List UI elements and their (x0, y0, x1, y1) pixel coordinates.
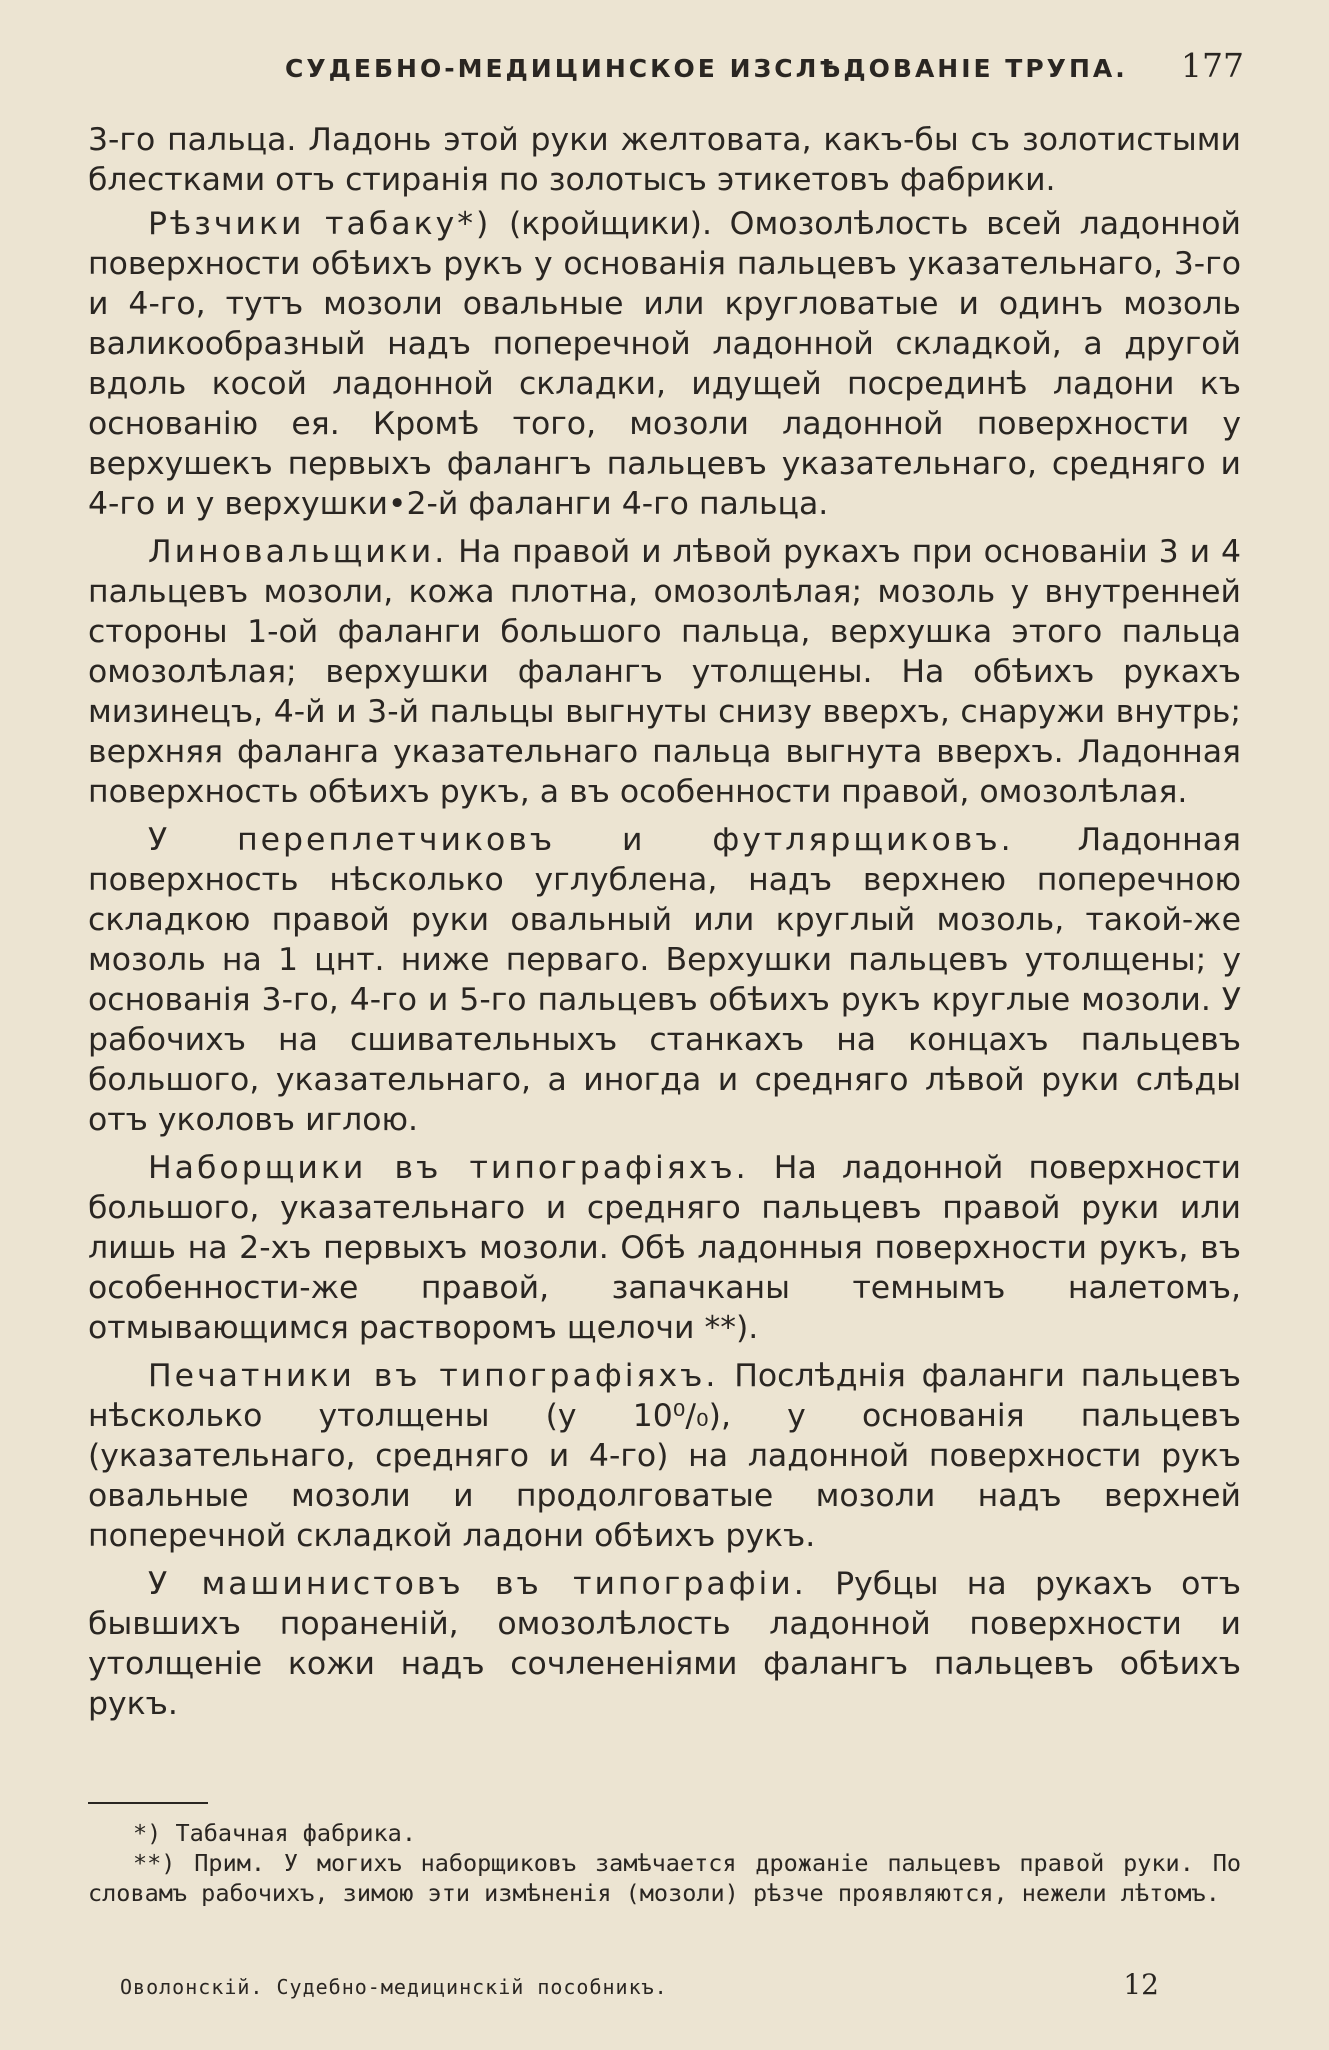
footnote-1: *) Табачная фабрика. (133, 1819, 416, 1847)
paragraph-typesetters (88, 1148, 1241, 1348)
page-number: 177 (1181, 46, 1244, 85)
body-text (88, 120, 1241, 1732)
term-typesetters: Наборщики въ типографіяхъ. (148, 1150, 749, 1186)
paragraph-printers (88, 1356, 1241, 1556)
term-tobacco-cutters: Рѣзчики табаку*) (148, 206, 492, 242)
paragraph-liners (88, 532, 1241, 812)
paragraph-text: Послѣднія фаланги пальцевъ нѣсколько утолщены (у 10⁰/₀), у основанія пальцевъ (указательнаго, средняго и 4-го) на ладонной поверхности рукъ овальные мозоли и продолговатые мозоли надъ верхней поперечной складкой ладони обѣихъ рукъ. (88, 1358, 1241, 1554)
footnote-2: **) Прим. У могихъ наборщиковъ замѣчается дрожаніе пальцевъ правой руки. По словамъ рабочихъ, зимою эти измѣненія (мозоли) рѣзче проявляются, нежели лѣтомъ. (88, 1849, 1241, 1907)
page-footer (120, 1968, 1159, 2001)
header-title: СУДЕБНО-МЕДИЦИНСКОЕ ИЗСЛѢДОВАНІЕ ТРУПА. (285, 54, 1128, 83)
footnote-divider (88, 1802, 208, 1804)
footer-text: Оволонскій. Судебно-медицинскій пособникъ. (120, 1975, 668, 1999)
paragraph-text: Рубцы на рукахъ отъ бывшихъ пораненій, омозолѣлость ладонной поверхности и утолщеніе кожи надъ сочлененіями фалангъ пальцевъ обѣихъ рукъ. (88, 1566, 1241, 1722)
running-header (285, 46, 1244, 85)
term-machinists: У машинистовъ въ типографіи. (148, 1566, 807, 1602)
paragraph-text: На правой и лѣвой рукахъ при основаніи 3 и 4 пальцевъ мозоли, кожа плотна, омозолѣлая; мозоль у внутренней стороны 1-ой фаланги большого пальца, верхушка этого пальца омозолѣлая; верхушки фалангъ утолщены. На обѣихъ рукахъ мизинецъ, 4-й и 3-й пальцы выгнуты снизу вверхъ, снаружи внутрь; верхняя фаланга указательнаго пальца выгнута вверхъ. Ладонная поверхность обѣихъ рукъ, а въ особенности правой, омозолѣлая. (88, 534, 1241, 810)
signature-mark: 12 (1123, 1968, 1159, 2001)
paragraph-continuation: 3-го пальца. Ладонь этой руки желтовата, какъ-бы съ золотистыми блестками отъ стиранія по золотысъ этикетовъ фабрики. (88, 122, 1241, 198)
paragraph-text: На ладонной поверхности большого, указательнаго и средняго пальцевъ правой руки или лишь на 2-хъ первыхъ мозоли. Обѣ ладонныя поверхности рукъ, въ особенности-же правой, запачканы темнымъ налетомъ, отмывающимся растворомъ щелочи **). (88, 1150, 1242, 1346)
paragraph-machinists (88, 1564, 1241, 1724)
paragraph-bookbinders (88, 820, 1241, 1140)
paragraph-text: (кройщики). Омозолѣлость всей ладонной поверхности обѣихъ рукъ у основанія пальцевъ указательнаго, 3-го и 4-го, тутъ мозоли овальные или кругловатые и одинъ мозоль валикообразный надъ поперечной ладонной складкой, а другой вдоль косой ладонной складки, идущей посрединѣ ладони къ основанію ея. Кромѣ того, мозоли ладонной поверхности у верхушекъ первыхъ фалангъ пальцевъ указательнаго, средняго и 4-го и у верхушки•2-й фаланги 4-го пальца. (88, 206, 1241, 522)
term-liners: Линовальщики. (148, 534, 448, 570)
footnotes (88, 1818, 1241, 1908)
paragraph-tobacco-cutters (88, 204, 1241, 524)
paragraph-text: Ладонная поверхность нѣсколько углублена, надъ верхнею поперечною складкою правой руки овальный или круглый мозоль, такой-же мозоль на 1 цнт. ниже перваго. Верхушки пальцевъ утолщены; у основанія 3-го, 4-го и 5-го пальцевъ обѣихъ рукъ круглые мозоли. У рабочихъ на сшивательныхъ станкахъ на концахъ пальцевъ большого, указательнаго, а иногда и средняго лѣвой руки слѣды отъ уколовъ иглою. (88, 822, 1241, 1138)
term-printers: Печатники въ типографіяхъ. (148, 1358, 719, 1394)
term-bookbinders: У переплетчиковъ и футлярщиковъ. (148, 822, 1014, 858)
